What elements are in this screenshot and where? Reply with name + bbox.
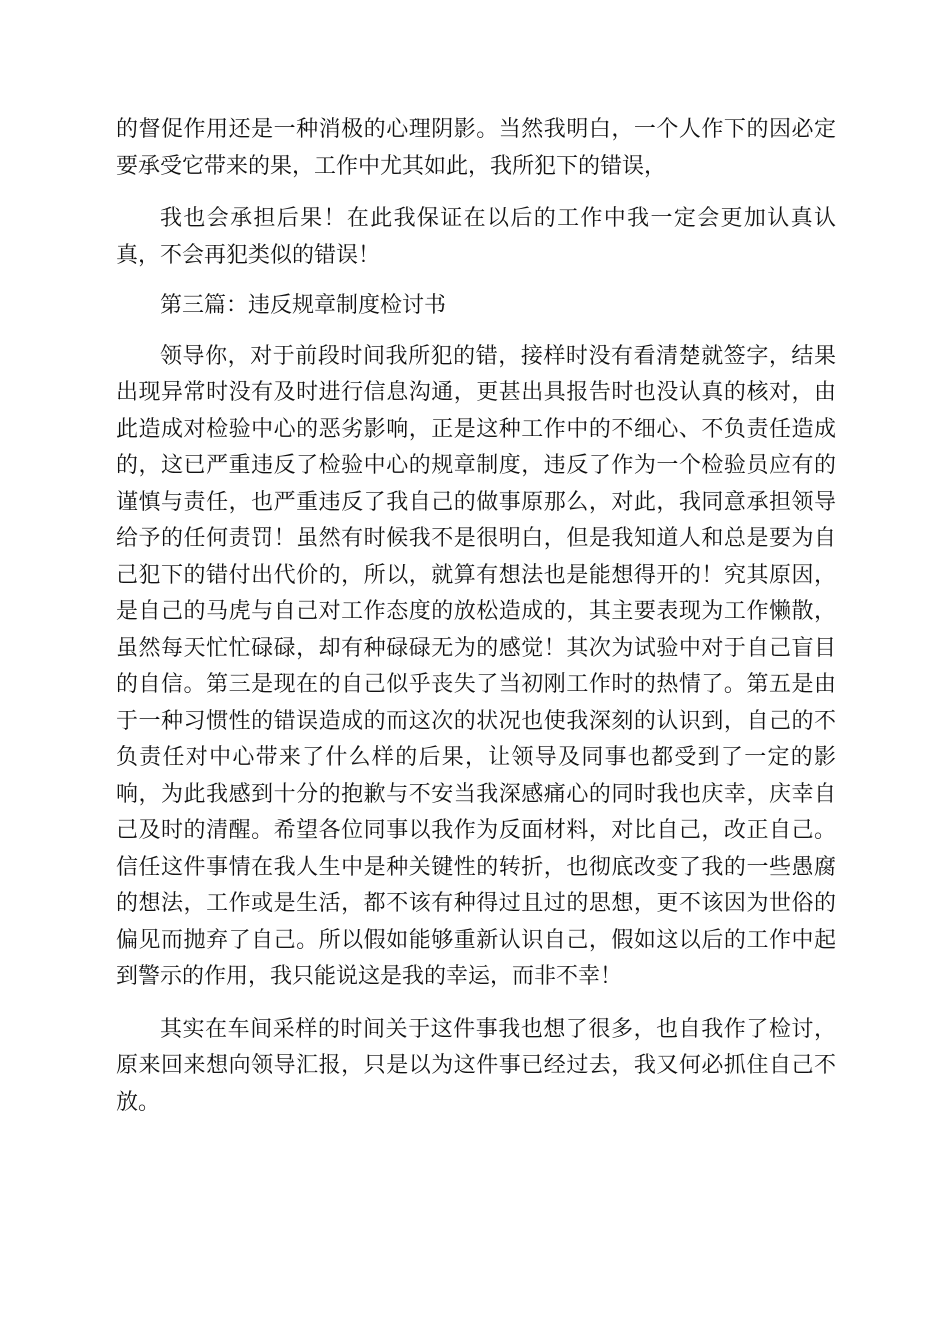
paragraph-main: 领导你，对于前段时间我所犯的错，接样时没有看清楚就签字，结果出现异常时没有及时进行信息沟通，更甚出具报告时也没认真的核对，由此造成对检验中心的恶劣影响，正是这种工作中的不细心、不负责任造成的，这已严重违反了检验中心的规章制度，违反了作为一个检验员应有的谨慎与责任，也严重违反了我自己的做事原那么，对此，我同意承担领导给予的任何责罚！虽然有时候我不是很明白，但是我知道人和总是要为自己犯下的错付出代价的，所以，就算有想法也是能想得开的！究其原因，是自己的马虎与自己对工作态度的放松造成的，其主要表现为工作懒散，虽然每天忙忙碌碌，却有种碌碌无为的感觉！其次为试验中对于自己盲目的自信。第三是现在的自己似乎丧失了当初刚工作时的热情了。第五是由于一种习惯性的错误造成的而这次的状况也使我深刻的认识到，自己的不负责任对中心带来了什么样的后果，让领导及同事也都受到了一定的影响，为此我感到十分的抱歉与不安当我深感痛心的同时我也庆幸，庆幸自己及时的清醒。希望各位同事以我作为反面材料，对比自己，改正自己。信任这件事情在我人生中是种关键性的转折，也彻底改变了我的一些愚腐的想法，工作或是生活，都不该有种得过且过的思想，更不该因为世俗的偏见而抛弃了自己。所以假如能够重新认识自己，假如这以后的工作中起到警示的作用，我只能说这是我的幸运，而非不幸！ bbox=[116, 343, 836, 989]
section-heading: 第三篇：违反规章制度检讨书 bbox=[160, 293, 447, 318]
paragraph-closing: 其实在车间采样的时间关于这件事我也想了很多，也自我作了检讨，原来回来想向领导汇报，只是以为这件事已经过去，我又何必抓住自己不放。 bbox=[116, 1016, 836, 1115]
paragraph-continued: 的督促作用还是一种消极的心理阴影。当然我明白，一个人作下的因必定要承受它带来的果，工作中尤其如此，我所犯下的错误， bbox=[116, 117, 836, 179]
paragraph-commitment: 我也会承担后果！在此我保证在以后的工作中我一定会更加认真认真，不会再犯类似的错误！ bbox=[116, 206, 836, 268]
document-page bbox=[116, 112, 836, 1121]
